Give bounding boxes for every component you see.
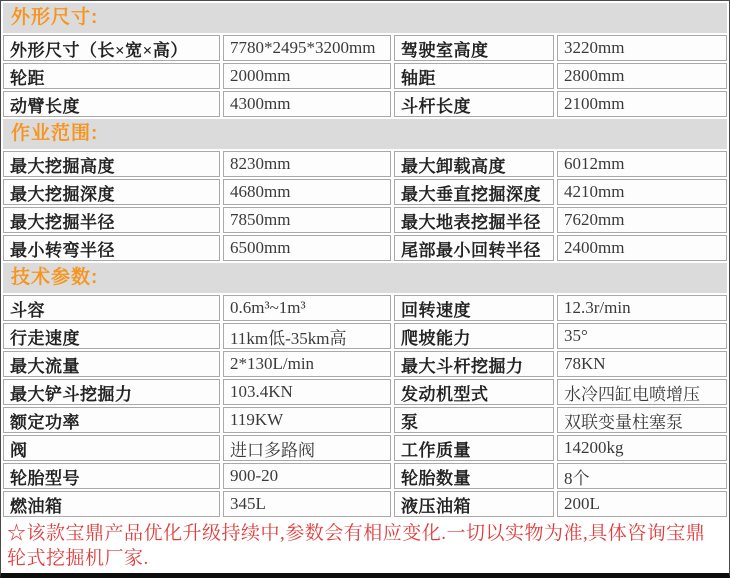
spec-value: 2*130L/min: [223, 351, 391, 377]
spec-value: 119KW: [223, 407, 391, 433]
spec-row: [3, 295, 727, 321]
disclaimer-notice: ☆该款宝鼎产品优化升级持续中,参数会有相应变化.一切以实物为准,具体咨询宝鼎轮式挖掘机厂家.: [7, 523, 706, 569]
spec-value: 2800mm: [557, 63, 727, 89]
spec-label: 行走速度: [3, 323, 220, 349]
spec-label: 轴距: [394, 63, 554, 89]
spec-label: 最大挖掘半径: [3, 207, 220, 233]
spec-value: 3220mm: [557, 35, 727, 61]
spec-table: [1, 3, 729, 517]
spec-label: 斗杆长度: [394, 91, 554, 117]
spec-value: 8230mm: [223, 151, 391, 177]
spec-value: 103.4KN: [223, 379, 391, 405]
spec-label: 外形尺寸（长×宽×高）: [3, 35, 220, 61]
spec-label: 最大垂直挖掘深度: [394, 179, 554, 205]
spec-row: [3, 179, 727, 205]
spec-label: 额定功率: [3, 407, 220, 433]
spec-row: [3, 435, 727, 461]
spec-value: 7620mm: [557, 207, 727, 233]
spec-label: 工作质量: [394, 435, 554, 461]
spec-value: 4300mm: [223, 91, 391, 117]
spec-label: 最大挖掘高度: [3, 151, 220, 177]
spec-value: 4210mm: [557, 179, 727, 205]
section-header: 外形尺寸:: [3, 3, 727, 33]
spec-label: 动臂长度: [3, 91, 220, 117]
spec-label: 轮距: [3, 63, 220, 89]
spec-row: [3, 379, 727, 405]
spec-row: [3, 323, 727, 349]
spec-value: 14200kg: [557, 435, 727, 461]
spec-value: 35°: [557, 323, 727, 349]
spec-row: [3, 235, 727, 261]
spec-label: 最大挖掘深度: [3, 179, 220, 205]
spec-label: 驾驶室高度: [394, 35, 554, 61]
spec-value: 78KN: [557, 351, 727, 377]
spec-label: 最大卸载高度: [394, 151, 554, 177]
spec-value: 345L: [223, 491, 391, 517]
spec-value: 7780*2495*3200mm: [223, 35, 391, 61]
spec-value: 2000mm: [223, 63, 391, 89]
spec-label: 爬坡能力: [394, 323, 554, 349]
spec-row: [3, 491, 727, 517]
spec-value: 900-20: [223, 463, 391, 489]
spec-label: 最大斗杆挖掘力: [394, 351, 554, 377]
spec-value: 4680mm: [223, 179, 391, 205]
spec-label: 液压油箱: [394, 491, 554, 517]
spec-value: 200L: [557, 491, 727, 517]
spec-value: 6500mm: [223, 235, 391, 261]
spec-value: 11km低-35km高: [223, 323, 391, 349]
section-header: 作业范围:: [3, 119, 727, 149]
spec-row: [3, 91, 727, 117]
spec-label: 泵: [394, 407, 554, 433]
spec-value: 7850mm: [223, 207, 391, 233]
spec-row: [3, 151, 727, 177]
spec-value: 6012mm: [557, 151, 727, 177]
spec-value: 双联变量柱塞泵: [557, 407, 727, 433]
spec-row: [3, 207, 727, 233]
spec-label: 回转速度: [394, 295, 554, 321]
spec-value: 8个: [557, 463, 727, 489]
spec-row: [3, 407, 727, 433]
spec-label: 最大流量: [3, 351, 220, 377]
spec-value: 2400mm: [557, 235, 727, 261]
spec-label: 斗容: [3, 295, 220, 321]
spec-label: 轮胎型号: [3, 463, 220, 489]
spec-row: [3, 35, 727, 61]
spec-value: 进口多路阀: [223, 435, 391, 461]
spec-label: 燃油箱: [3, 491, 220, 517]
spec-label: 最大铲斗挖掘力: [3, 379, 220, 405]
spec-value: 2100mm: [557, 91, 727, 117]
spec-row: [3, 351, 727, 377]
spec-label: 最小转弯半径: [3, 235, 220, 261]
spec-label: 轮胎数量: [394, 463, 554, 489]
section-header: 技术参数:: [3, 263, 727, 293]
spec-row: [3, 463, 727, 489]
spec-label: 阀: [3, 435, 220, 461]
spec-label: 最大地表挖掘半径: [394, 207, 554, 233]
spec-value: 水冷四缸电喷增压: [557, 379, 727, 405]
spec-label: 发动机型式: [394, 379, 554, 405]
spec-value: 12.3r/min: [557, 295, 727, 321]
spec-row: [3, 63, 727, 89]
spec-label: 尾部最小回转半径: [394, 235, 554, 261]
spec-value: 0.6m³~1m³: [223, 295, 391, 321]
